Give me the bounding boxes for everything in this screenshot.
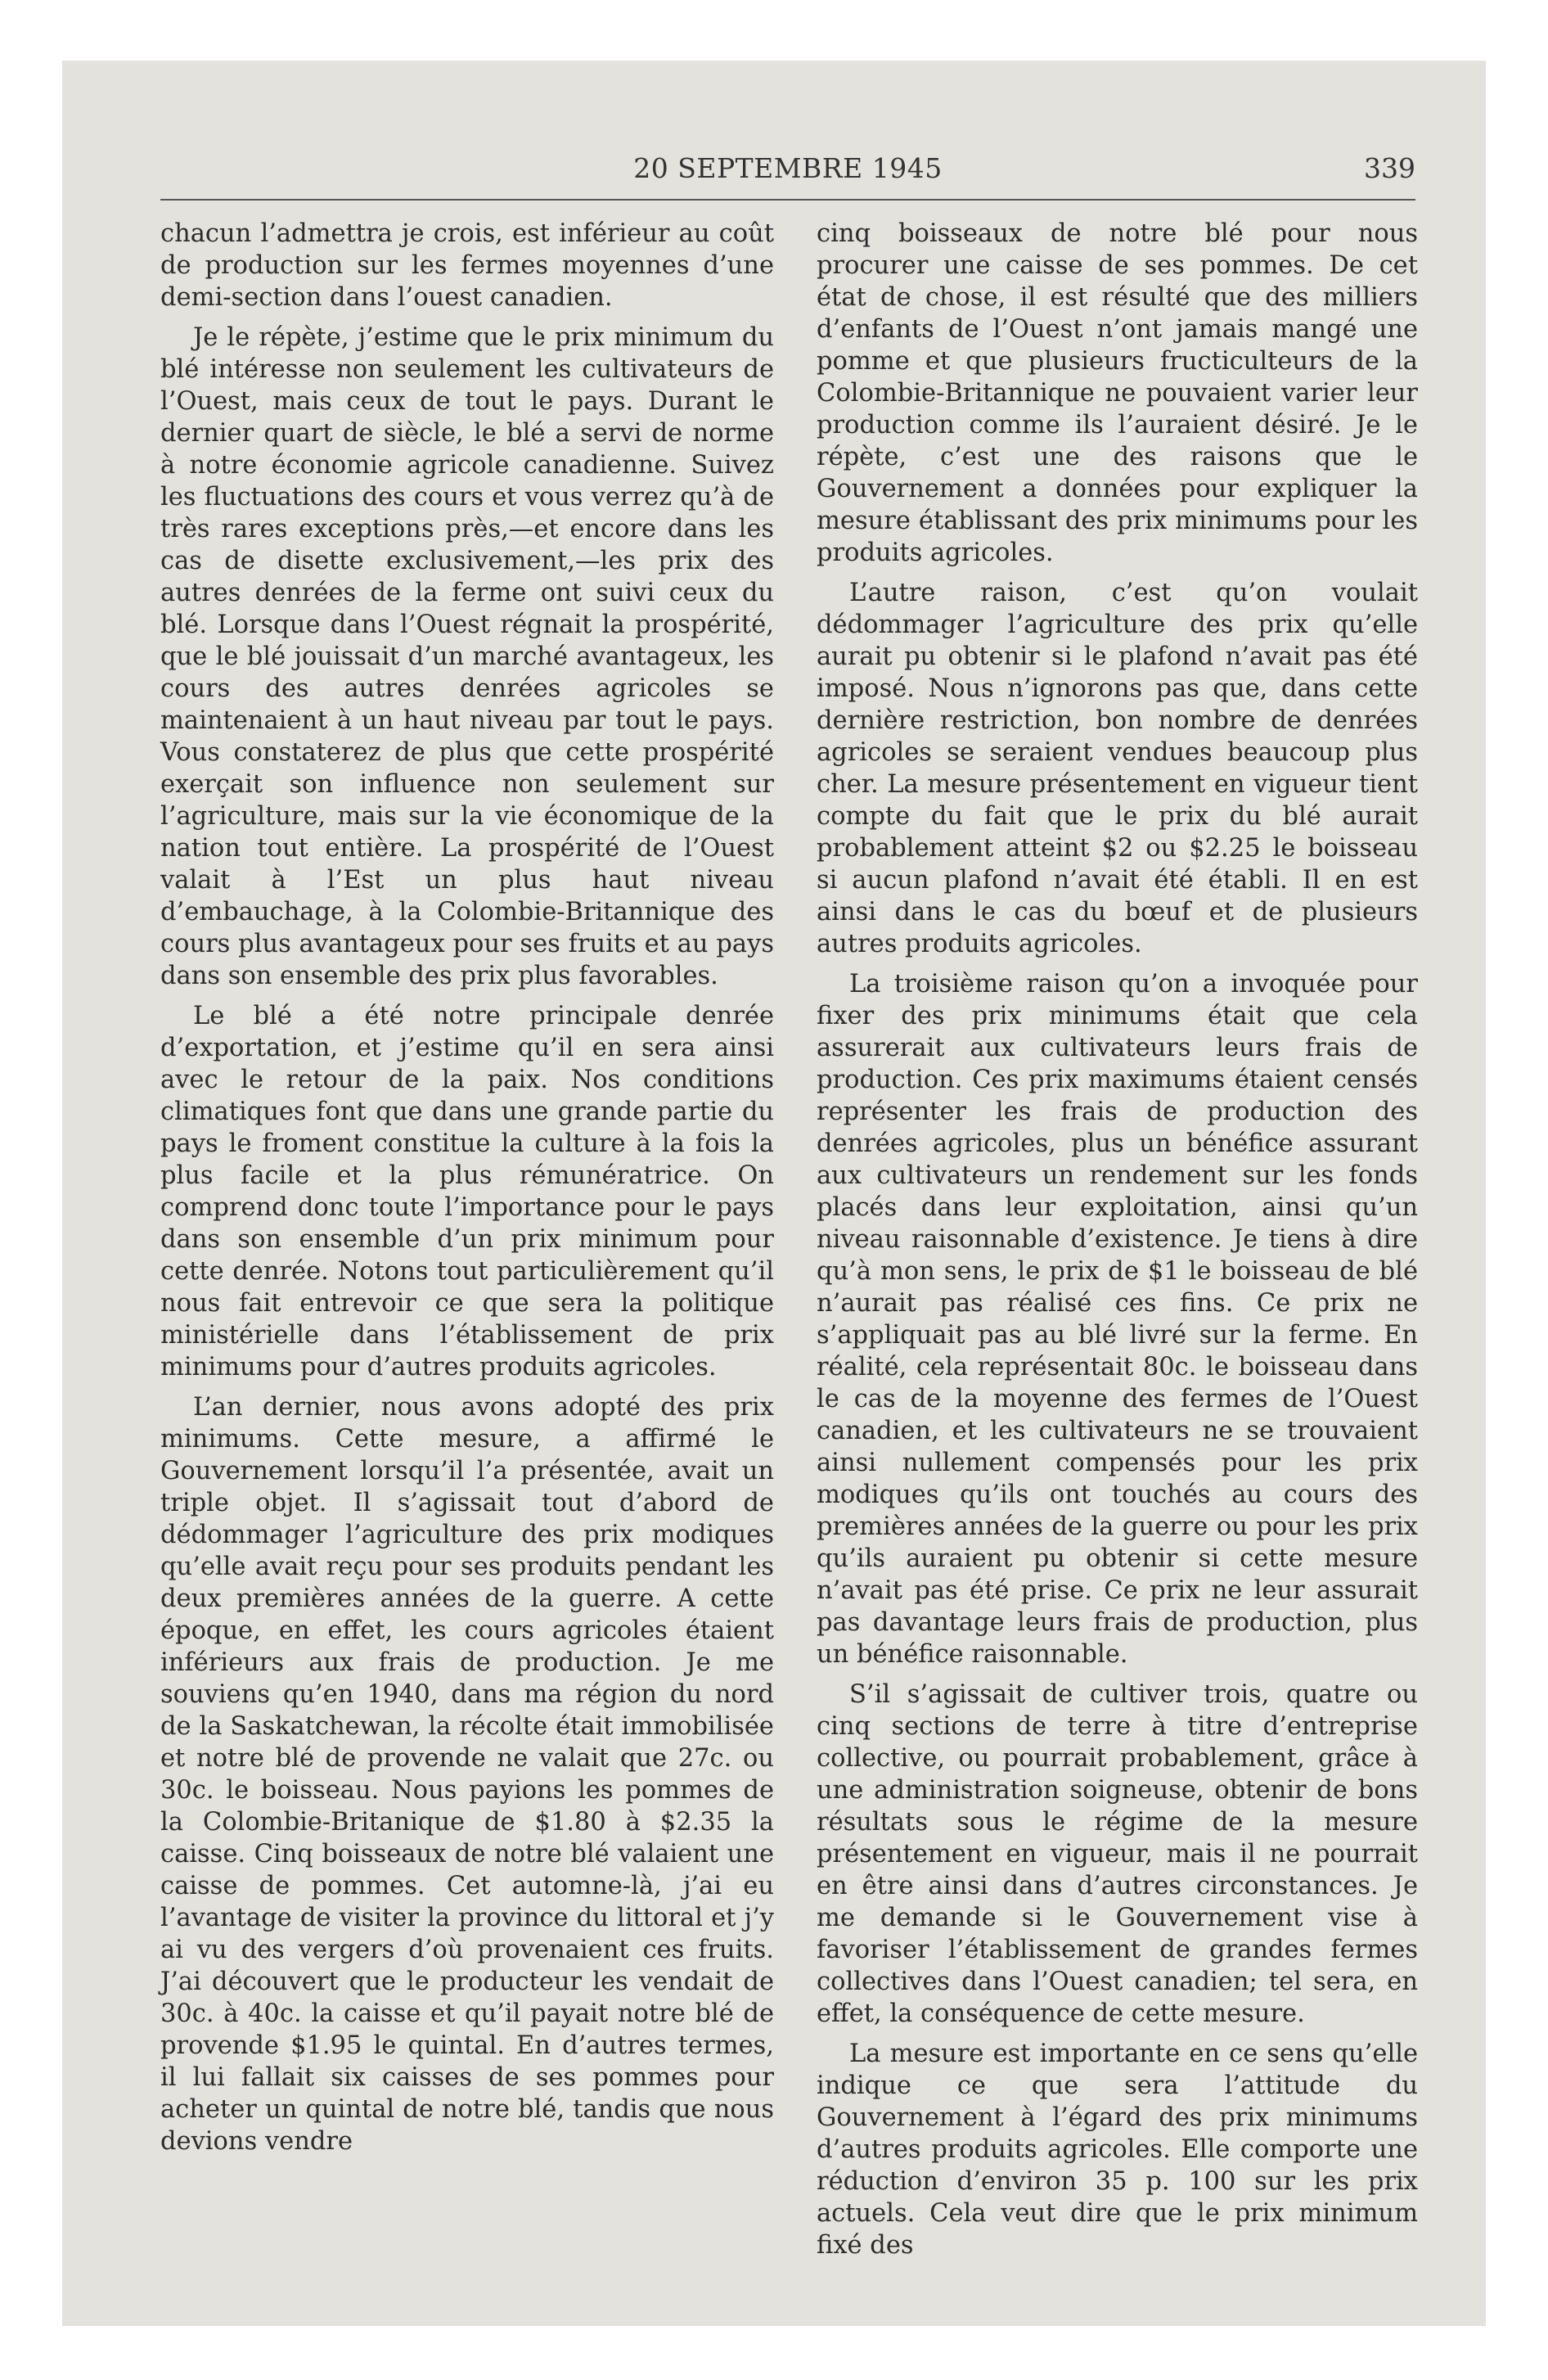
- right-column: [817, 218, 1418, 2270]
- paragraph: chacun l’admettra je crois, est inférieur au coût de production sur les fermes moyennes d’une demi-section dans l’ouest canadien.: [160, 219, 774, 312]
- header-rule: [160, 199, 1415, 201]
- paragraph: Le blé a été notre principale denrée d’exportation, et j’estime qu’il en sera ainsi avec le retour de la paix. Nos conditions climatiques font que dans une grande partie du pays le froment constitue la culture à la fois la plus facile et la plus rémunératrice. On comprend donc toute l’importance pour le pays dans son ensemble d’un prix minimum pour cette denrée. Notons tout particulièrement qu’il nous fait entrevoir ce que sera la politique ministérielle dans l’établissement de prix minimums pour d’autres produits agricoles.: [160, 1002, 774, 1382]
- paragraph: Je le répète, j’estime que le prix minimum du blé intéresse non seulement les cultivateurs de l’Ouest, mais ceux de tout le pays. Durant le dernier quart de siècle, le blé a servi de norme à notre économie agricole canadienne. Suivez les fluctuations des cours et vous verrez qu’à de très rares exceptions près,—et encore dans les cas de disette exclusivement,—les prix des autres denrées de la ferme ont suivi ceux du blé. Lorsque dans l’Ouest régnait la prospérité, que le blé jouissait d’un marché avantageux, les cours des autres denrées agricoles se maintenaient à un haut niveau par tout le pays. Vous constaterez de plus que cette prospérité exerçait son influence non seulement sur l’agriculture, mais sur la vie économique de la nation tout entière. La prospérité de l’Ouest valait à l’Est un plus haut niveau d’embauchage, à la Colombie-Britannique des cours plus avantageux pour ses fruits et au pays dans son ensemble des prix plus favorables.: [160, 323, 774, 990]
- page-number: 339: [1364, 152, 1415, 184]
- running-header: [160, 152, 1415, 193]
- paragraph: La troisième raison qu’on a invoquée pour fixer des prix minimums était que cela assurerait aux cultivateurs leurs frais de production. Ces prix maximums étaient censés représenter les frais de production des denrées agricoles, plus un bénéfice assurant aux cultivateurs un rendement sur les fonds placés dans leur exploitation, ainsi qu’un niveau raisonnable d’existence. Je tiens à dire qu’à mon sens, le prix de $1 le boisseau de blé n’aurait pas réalisé ces fins. Ce prix ne s’appliquait pas au blé livré sur la ferme. En réalité, cela représentait 80c. le boisseau dans le cas de la moyenne des fermes de l’Ouest canadien, et les cultivateurs ne se trouvaient ainsi nullement compensés pour les prix modiques qu’ils ont touchés au cours des premières années de la guerre ou pour les prix qu’ils auraient pu obtenir si cette mesure n’avait pas été prise. Ce prix ne leur assurait pas davantage leurs frais de production, plus un bénéfice raisonnable.: [817, 970, 1418, 1669]
- paragraph: L’an dernier, nous avons adopté des prix minimums. Cette mesure, a affirmé le Gouvernement lorsqu’il l’a présentée, avait un triple objet. Il s’agissait tout d’abord de dédommager l’agriculture des prix modiques qu’elle avait reçu pour ses produits pendant les deux premières années de la guerre. A cette époque, en effet, les cours agricoles étaient inférieurs aux frais de production. Je me souviens qu’en 1940, dans ma région du nord de la Saskatchewan, la récolte était immobilisée et notre blé de provende ne valait que 27c. ou 30c. le boisseau. Nous payions les pommes de la Colombie-Britanique de $1.80 à $2.35 la caisse. Cinq boisseaux de notre blé valaient une caisse de pommes. Cet automne-là, j’ai eu l’avantage de visiter la province du littoral et j’y ai vu des vergers d’où provenaient ces fruits. J’ai découvert que le producteur les vendait de 30c. à 40c. la caisse et qu’il payait notre blé de provende $1.95 le quintal. En d’autres termes, il lui fallait six caisses de ses pommes pour acheter un quintal de notre blé, tandis que nous devions vendre: [160, 1393, 774, 2156]
- left-column: [160, 218, 774, 2166]
- paragraph: La mesure est importante en ce sens qu’elle indique ce que sera l’attitude du Gouvernement à l’égard des prix minimums d’autres produits agricoles. Elle comporte une réduction d’environ 35 p. 100 sur les prix actuels. Cela veut dire que le prix minimum fixé des: [817, 2040, 1418, 2260]
- paragraph: S’il s’agissait de cultiver trois, quatre ou cinq sections de terre à titre d’entreprise collective, ou pourrait probablement, grâce à une administration soigneuse, obtenir de bons résultats sous le régime de la mesure présentement en vigueur, mais il ne pourrait en être ainsi dans d’autres circonstances. Je me demande si le Gouvernement vise à favoriser l’établissement de grandes fermes collectives dans l’Ouest canadien; tel sera, en effet, la conséquence de cette mesure.: [817, 1680, 1418, 2028]
- paragraph: cinq boisseaux de notre blé pour nous procurer une caisse de ses pommes. De cet état de chose, il est résulté que des milliers d’enfants de l’Ouest n’ont jamais mangé une pomme et que plusieurs fructiculteurs de la Colombie-Britannique ne pouvaient varier leur production comme ils l’auraient désiré. Je le répète, c’est une des raisons que le Gouvernement a données pour expliquer la mesure établissant des prix minimums pour les produits agricoles.: [817, 219, 1418, 567]
- paragraph: L’autre raison, c’est qu’on voulait dédommager l’agriculture des prix qu’elle aurait pu obtenir si le plafond n’avait pas été imposé. Nous n’ignorons pas que, dans cette dernière restriction, bon nombre de denrées agricoles se seraient vendues beaucoup plus cher. La mesure présentement en vigueur tient compte du fait que le prix du blé aurait probablement atteint $2 ou $2.25 le boisseau si aucun plafond n’avait été établi. Il en est ainsi dans le cas du bœuf et de plusieurs autres produits agricoles.: [817, 579, 1418, 958]
- header-date: 20 SEPTEMBRE 1945: [633, 152, 943, 184]
